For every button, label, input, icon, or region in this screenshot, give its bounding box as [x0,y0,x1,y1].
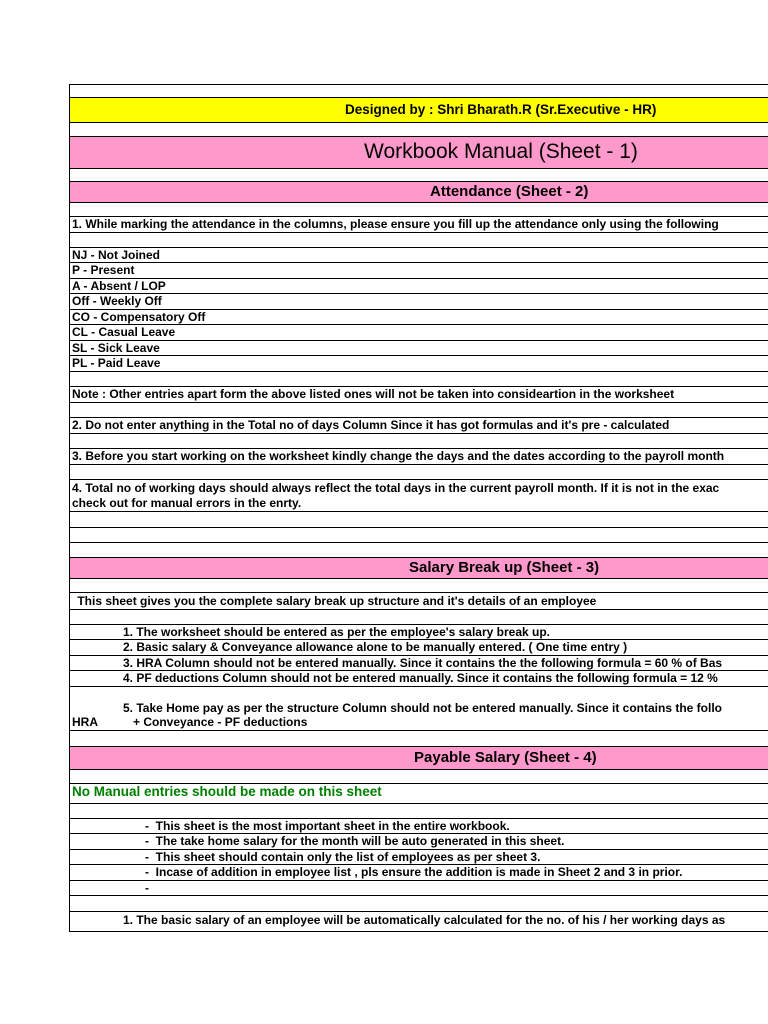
empty-row [70,804,768,819]
point-row [70,640,768,656]
empty-row [70,770,768,784]
empty-row [70,169,768,182]
empty-row [70,731,768,747]
payable-bullet-1: - This sheet is the most important sheet in the entire workbook. [145,819,510,833]
code-row [70,294,768,310]
point-row [70,480,768,512]
code-pl: PL - Paid Leave [72,356,161,370]
bullet-row [70,819,768,834]
point-row [70,687,768,731]
point-row [70,625,768,640]
empty-row [70,123,768,137]
payable-heading-row [70,747,768,770]
payable-bullet-5: - [145,881,149,895]
salary-point-3: 3. HRA Column should not be entered manually. Since it contains the the following formula = 60 % of Bas [123,656,723,670]
spreadsheet-grid [69,84,768,932]
salary-breakup-intro: This sheet gives you the complete salary break up structure and it's details of an employee [74,594,597,608]
empty-row [70,85,768,98]
code-row [70,341,768,356]
salary-point-5-line1: 5. Take Home pay as per the structure Column should not be entered manually. Since it contains the follo [123,701,723,715]
attendance-intro: 1. While marking the attendance in the columns, please ensure you fill up the attendance only using the following [72,217,719,231]
attendance-intro-row [70,217,768,233]
point-row [70,418,768,434]
code-row [70,263,768,279]
code-a: A - Absent / LOP [72,279,166,293]
warning-row [70,784,768,804]
empty-row [70,434,768,449]
salary-intro-row [70,593,768,610]
code-co: CO - Compensatory Off [72,310,206,324]
salary-point-4: 4. PF deductions Column should not be entered manually. Since it contains the following formula = 12 % [123,671,718,685]
designer-row [70,98,768,123]
code-row [70,279,768,294]
payable-point-1: 1. The basic salary of an employee will be automatically calculated for the no. of his / her working days as [123,913,726,927]
designer-text: Designed by : Shri Bharath.R (Sr.Executive - HR) [345,102,657,117]
bullet-row [70,881,768,896]
bullet-row [70,834,768,850]
point-row [70,912,768,931]
salary-point-5-hra: HRA [72,715,98,729]
code-p: P - Present [72,263,135,277]
salary-point-5-line2: + Conveyance - PF deductions [133,715,308,729]
empty-row [70,233,768,248]
code-cl: CL - Casual Leave [72,325,176,339]
workbook-title: Workbook Manual (Sheet - 1) [364,140,638,163]
empty-row [70,896,768,912]
empty-row [70,203,768,217]
bullet-row [70,865,768,881]
code-row [70,325,768,341]
empty-row [70,610,768,625]
code-row [70,310,768,325]
code-row [70,248,768,263]
empty-row [70,528,768,543]
code-row [70,356,768,372]
note-row [70,387,768,403]
attendance-point-2: 2. Do not enter anything in the Total no of days Column Since it has got formulas and it's pre - calculated [72,418,670,432]
code-sl: SL - Sick Leave [72,341,160,355]
code-off: Off - Weekly Off [72,294,162,308]
attendance-note: Note : Other entries apart form the above listed ones will not be taken into consideartion in the worksheet [72,387,675,401]
payable-bullet-4: - Incase of addition in employee list , pls ensure the addition is made in Sheet 2 and 3 in prior. [145,865,683,879]
empty-row [70,465,768,480]
attendance-heading: Attendance (Sheet - 2) [430,183,589,200]
salary-breakup-heading-row [70,558,768,579]
empty-row [70,512,768,528]
empty-row [70,403,768,418]
point-row [70,671,768,687]
payable-warning: No Manual entries should be made on this sheet [72,784,382,799]
point-row [70,449,768,465]
payable-heading: Payable Salary (Sheet - 4) [414,749,597,766]
attendance-point-3: 3. Before you start working on the worksheet kindly change the days and the dates according to the payroll month [72,449,725,463]
code-nj: NJ - Not Joined [72,248,161,262]
attendance-point-4-line1: 4. Total no of working days should always reflect the total days in the current payroll month. If it is not in the exac [72,481,720,495]
point-row [70,656,768,671]
payable-bullet-3: - This sheet should contain only the list of employees as per sheet 3. [145,850,541,864]
title-row [70,137,768,169]
attendance-heading-row [70,182,768,203]
salary-point-1: 1. The worksheet should be entered as per the employee's salary break up. [123,625,551,639]
payable-bullet-2: - The take home salary for the month will be auto generated in this sheet. [145,834,565,848]
attendance-point-4-line2: check out for manual errors in the enrty. [72,496,302,510]
empty-row [70,543,768,558]
empty-row [70,579,768,593]
bullet-row [70,850,768,865]
salary-breakup-heading: Salary Break up (Sheet - 3) [409,559,600,576]
empty-row [70,372,768,387]
salary-point-2: 2. Basic salary & Conveyance allowance alone to be manually entered. ( One time entry ) [123,640,628,654]
